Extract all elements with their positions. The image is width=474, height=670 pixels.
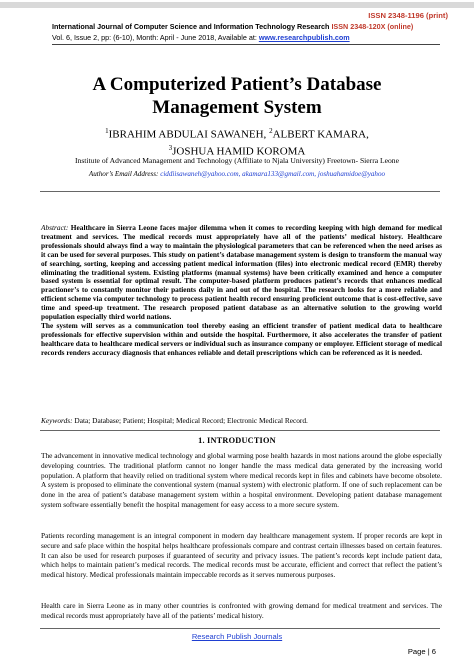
website-link[interactable]: www.researchpublish.com [258,33,350,42]
author1-sup: 1 [105,127,109,135]
issn-online: ISSN 2348-120X (online) [331,22,414,31]
volume-line [52,33,350,42]
intro-paragraph-2: Patients recording management is an integral component in modern day healthcare management system. If proper records are kept in secure and safe place within the hospital helps healthcare professionals compare and contrast certain illnesses based on certain features. It can also be used for research purposes if guaranteed of security and privacy issues. The patient’s records kept include patient data, which helps to maintain patient’s medical records. The medical records must be accurate, efficient and correct that reflect the patient’s medical history. Medical professionals maintain impeccable records as it serves numerous purposes. [41,531,442,580]
author-emails [20,170,454,178]
author3-sup: 3 [168,143,173,152]
header-divider [52,44,440,45]
journal-line [52,22,413,31]
affiliation: Institute of Advanced Management and Technology (Affiliate to Njala University) Freetown- Sierra Leone [75,156,399,165]
abstract [41,224,442,358]
abstract-para-1 [41,224,442,322]
intro-paragraph-3: Health care in Sierra Leone as in many other countries is confronted with growing demand for medical treatment and services. The medical records must appropriately have all of the patients’ medical history. [41,601,442,620]
authors [20,125,454,158]
abstract-top-rule [40,191,440,192]
keywords [41,416,442,425]
paper-title [20,73,454,119]
abstract-text: Healthcare in Sierra Leone faces major dilemma when it comes to recording keeping with high demand for medical treatment and services. The medical records must appropriately have all of the patients’ medical history. Healthcare professionals should always find a way to maintain the physiological parameters that can be referenced when the need arises as it can be used for several purposes. This study on patient’s database management system is design to transform the manual way of searching, sorting, keeping and accessing patient medical information (files) into electronic medical record (EMR) thereby eliminating the traditional system. Existing platforms (manual systems) have been critically examined and hence a computer based system is essential for optimal result. The computer-based platform produces patient’s records that enhances medical practioner’s to constantly monitor their patients daily in and out of the hospital. The research looks for a more reliable and efficient scheme via computer technology to process patient health record ensuring proficient outcome that is cost-effective, save time and speed-up treatment. The research proposed patient database as an alternative solution to the growing world population especially third world nations. [41,223,442,322]
abstract-label: Abstract: [41,223,69,232]
authors-line-1 [20,125,454,142]
email-label: Author’s Email Address: [88,170,161,178]
issn-print: ISSN 2348-1196 (print) [368,11,448,20]
page-number: Page | 6 [407,647,436,656]
section-heading: 1. INTRODUCTION [198,436,276,445]
author-2: ALBERT KAMARA, [272,128,369,141]
author-1: IBRAHIM ABDULAI SAWANEH, [108,128,270,141]
journal-name: International Journal of Computer Science and Information Technology Research [52,22,330,31]
abstract-bottom-rule [40,430,440,431]
title-line-1: A Computerized Patient’s Database [92,74,382,95]
intro-paragraph-1: The advancement in innovative medical technology and global warming pose health hazards in most nations around the globe especially developing countries. The traditional platform cannot no longer handle the mass medical data generated by the increasing world population. A platform that heavily relied on traditional system where medical records kept in files and cabinets have become obsolete. A system is proposed to eliminate the conventional system (manual system) with electronic platform. If one of such replacement can be done in the area of patient’s database management system within a hospital environment. Developing patient database management system software essentially benefit the hospital management for easy access to a more secure system. [41,451,442,509]
abstract-para-2: The system will serves as a communication tool thereby easing an efficient transfer of patient medical data to healthcare professionals for effective supervision within and outside the hospital. Furthermore, it also accelerates the transfer of patient healthcare data to healthcare medical servers or individual such as insurance company or employer. Efficient storage of medical records renders accuracy diagnosis that enhances reliable and detail prescriptions which can be referenced as it is needed. [41,320,442,357]
keywords-label: Keywords: [41,416,73,425]
author-3: JOSHUA HAMID KOROMA [172,145,306,158]
footer-journal-link[interactable]: Research Publish Journals [191,632,283,641]
author2-sup: 2 [269,127,273,135]
footer-rule [40,628,440,629]
keywords-text: Data; Database; Patient; Hospital; Medical Record; Electronic Medical Record. [72,416,308,425]
volume-info: Vol. 6, Issue 2, pp: (6-10), Month: April - June 2018, Available at: [52,33,259,42]
email-addresses[interactable]: ciddiisawaneh@yahoo.com, akamara133@gmail.com, joshuahamidoe@yahoo [160,170,386,178]
title-line-2: Management System [152,97,322,118]
header-bar [0,2,474,8]
